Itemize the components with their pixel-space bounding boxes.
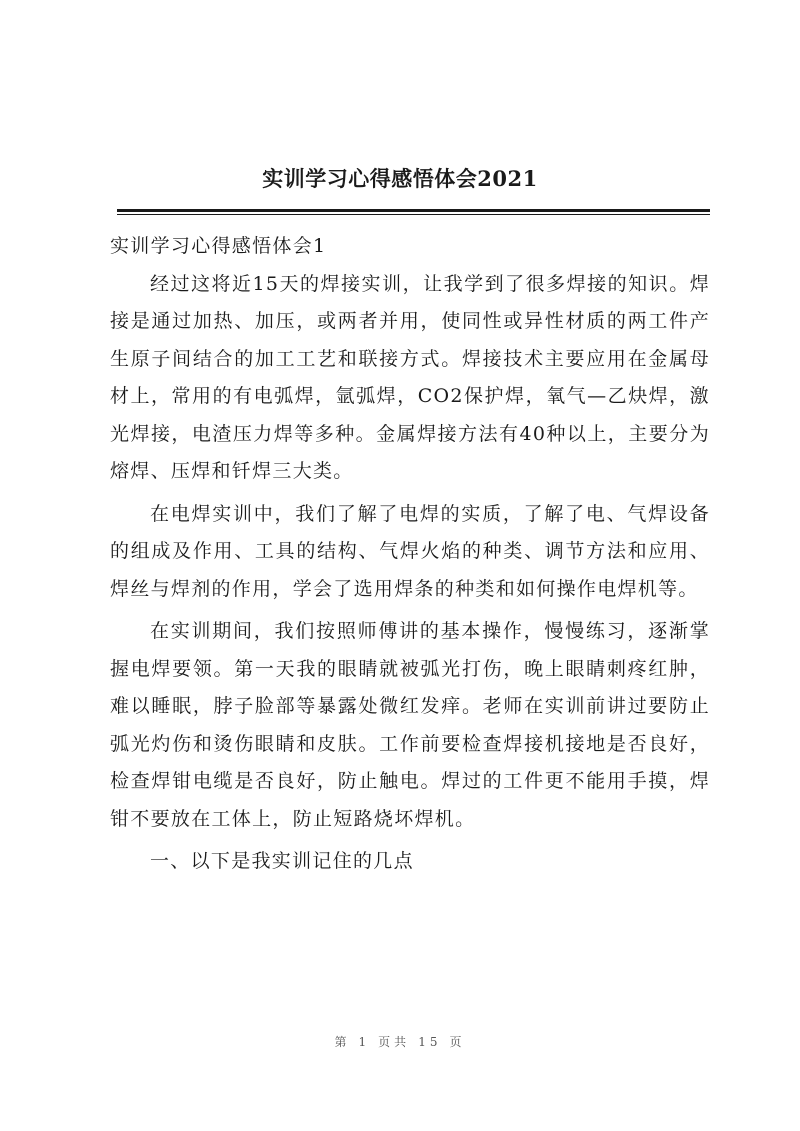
paragraph-2: 在电焊实训中，我们了解了电焊的实质，了解了电、气焊设备的组成及作用、工具的结构、气焊火焰的种类、调节方法和应用、焊丝与焊剂的作用，学会了选用焊条的种类和如何操作电焊机等。 — [110, 502, 710, 600]
paragraph-4: 一、以下是我实训记住的几点 — [150, 850, 414, 872]
footer-page-number: 1 — [358, 1035, 371, 1049]
footer-prefix: 第 — [334, 1035, 351, 1049]
document-title: 实训学习心得感悟体会2021 — [262, 166, 538, 191]
paragraph-3: 在实训期间，我们按照师傅讲的基本操作，慢慢练习，逐渐掌握电焊要领。第一天我的眼睛就被弧光打伤，晚上眼睛刺疼红肿，难以睡眠，脖子脸部等暴露处微红发痒。老师在实训前讲过要防止弧光灼伤和烫伤眼睛和皮肤。工作前要检查焊接机接地是否良好，检查焊钳电缆是否良好，防止触电。焊过的工件更不能用手摸，焊钳不要放在工体上，防止短路烧坏焊机。 — [110, 620, 710, 830]
document-body — [110, 228, 710, 881]
section-subtitle: 实训学习心得感悟体会1 — [110, 235, 327, 257]
title-rule-thin — [117, 214, 710, 215]
footer-total-pages: 15 — [418, 1035, 442, 1049]
page-footer — [0, 1033, 800, 1050]
paragraph-1: 经过这将近15天的焊接实训，让我学到了很多焊接的知识。焊接是通过加热、加压，或两者并用，使同性或异性材质的两工件产生原子间结合的加工工艺和联接方式。焊接技术主要应用在金属母材上，常用的有电弧焊，氩弧焊，CO2保护焊，氧气—乙炔焊，激光焊接，电渣压力焊等多种。金属焊接方法有40种以上，主要分为熔焊、压焊和钎焊三大类。 — [110, 272, 710, 482]
footer-suffix: 页 — [449, 1035, 466, 1049]
title-rule-thick — [117, 209, 710, 212]
footer-middle: 页共 — [378, 1035, 411, 1049]
